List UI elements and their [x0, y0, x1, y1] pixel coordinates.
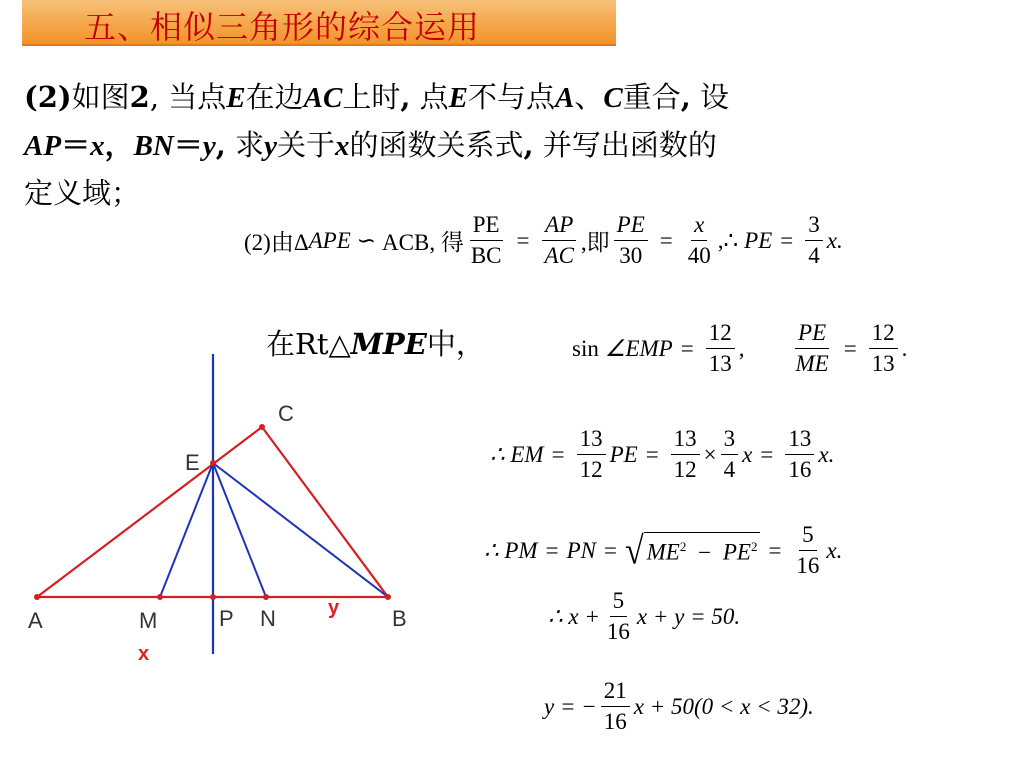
solution-step-5 [548, 586, 740, 647]
label-m: M [139, 608, 158, 633]
step6-lead: y = − [544, 693, 597, 719]
frac-den: 16 [788, 457, 812, 482]
equals-sign: = [659, 227, 673, 253]
equals-sign: = [551, 441, 565, 467]
equals-sign: = [780, 227, 794, 253]
solution-step-3 [490, 424, 834, 485]
fraction-12-13b [869, 318, 898, 379]
frac-den: BC [470, 243, 502, 268]
fraction-ap-ac [542, 210, 577, 271]
problem-text-segment: E [448, 82, 468, 114]
frac-num: 5 [610, 586, 628, 617]
problem-text-segment: AC [303, 82, 343, 114]
problem-text-segment: , 当点 [149, 80, 227, 114]
fraction-pe-me [792, 318, 831, 379]
point-m [157, 594, 163, 600]
sqrt-body [644, 532, 761, 567]
sqrt-sign: √ [624, 529, 644, 573]
problem-text-segment: x [90, 130, 105, 162]
frac-num: 5 [799, 520, 817, 551]
equals-sign: = [760, 441, 774, 467]
point-c [259, 424, 265, 430]
frac-num: 12 [869, 318, 898, 349]
fraction-13-12 [577, 424, 606, 485]
problem-text-segment: 求 [225, 128, 265, 162]
step5-lead: ∴ x + [548, 603, 600, 629]
frac-den: 30 [619, 243, 643, 268]
equals-sign: = [645, 441, 659, 467]
problem-text-segment: BN [133, 130, 174, 162]
frac-den: AC [544, 243, 574, 268]
angle-emp: ∠EMP [604, 335, 673, 361]
problem-text-segment: , [400, 80, 411, 114]
problem-line-2 [24, 126, 717, 165]
problem-text-segment: , [523, 128, 534, 162]
rad-b: PE [722, 539, 751, 565]
fraction-13-12b [671, 424, 700, 485]
problem-text-segment: 不与点 [468, 80, 556, 114]
label-x: x [138, 643, 150, 665]
square-root [624, 529, 760, 573]
fraction-3-4 [805, 210, 823, 271]
step2-dot: . [901, 335, 908, 361]
step1-sep: ,即 [580, 230, 610, 255]
frac-den: 16 [603, 709, 627, 734]
label-b: B [392, 606, 407, 631]
frac-num: PE [795, 318, 829, 349]
problem-text-segment: 设 [690, 80, 730, 114]
problem-text-segment: A [555, 82, 575, 114]
problem-line-3: 定义域； [24, 176, 141, 210]
equals-sign: = [603, 537, 617, 563]
mpe-pre: 在Rt△ [266, 327, 351, 361]
minus-sign: − [698, 539, 712, 565]
equals-sign: = [768, 537, 782, 563]
frac-num: 13 [785, 424, 814, 455]
frac-den: 40 [687, 243, 711, 268]
problem-text-segment: 上时 [342, 80, 401, 114]
similar-symbol: ∽ [356, 227, 377, 253]
problem-text-segment: (2) [24, 80, 72, 114]
frac-num: 3 [721, 424, 739, 455]
equals-sign: = [545, 537, 559, 563]
frac-den: 12 [579, 457, 603, 482]
step3-lead: ∴ EM [490, 441, 544, 467]
problem-text-segment: 点 [410, 80, 449, 114]
mpe-bold: MPE [350, 327, 427, 361]
step4-lead: ∴ PM [484, 537, 538, 563]
point-b [385, 594, 391, 600]
problem-text-segment: y [202, 130, 216, 162]
frac-den: 16 [606, 619, 630, 644]
step1-therefore: ,∴ [717, 227, 739, 253]
step1-triangle: APE [308, 227, 351, 253]
problem-text-segment: 并写出函数的 [533, 128, 717, 162]
frac-den: ME [795, 351, 829, 376]
problem-text-segment: x [335, 130, 350, 162]
exp-a: 2 [679, 539, 687, 555]
equals-sign: = [516, 227, 530, 253]
solution-step-6 [544, 676, 814, 737]
frac-num: 21 [601, 676, 630, 707]
problem-text-segment: 重合 [622, 80, 681, 114]
slide-title: 五、相似三角形的综合运用 [84, 8, 481, 46]
frac-num: 13 [577, 424, 606, 455]
fraction-pe-bc [468, 210, 505, 271]
equals-sign: = [680, 335, 694, 361]
step6-tail: x + 50(0 < x < 32). [633, 693, 814, 719]
label-a: A [28, 608, 43, 633]
label-p: P [219, 606, 234, 631]
problem-text-segment: , [215, 128, 226, 162]
step5-mid: x + y = 50. [636, 603, 741, 629]
step3-pe: PE [609, 441, 638, 467]
frac-num: x [691, 210, 707, 241]
side-ac [37, 427, 262, 597]
problem-text-segment: 关于 [276, 128, 335, 162]
solution-step-4 [484, 520, 842, 581]
step1-lead: (2)由Δ [244, 230, 309, 255]
step4-pn: PN [566, 537, 596, 563]
point-p [210, 594, 216, 600]
exp-b: 2 [750, 539, 758, 555]
frac-num: 13 [671, 424, 700, 455]
problem-text-segment: 在边 [245, 80, 304, 114]
fraction-x-40 [685, 210, 714, 271]
mpe-post: 中， [426, 327, 485, 361]
frac-num: PE [614, 210, 648, 241]
step1-tail: x. [826, 227, 843, 253]
label-y: y [328, 597, 340, 619]
fraction-pe-30 [614, 210, 648, 271]
point-a [34, 594, 40, 600]
problem-text-segment: AP [24, 130, 62, 162]
step4-tail: x. [826, 537, 843, 563]
frac-den: 4 [723, 457, 736, 482]
frac-num: 3 [805, 210, 823, 241]
step2-comma: , [738, 335, 745, 361]
point-e [210, 460, 216, 466]
point-n [263, 594, 269, 600]
problem-text-segment: C [603, 82, 623, 114]
rad-a: ME [646, 539, 680, 565]
fraction-5-16b [604, 586, 633, 647]
problem-line-1 [24, 78, 729, 117]
frac-num: PE [470, 210, 503, 241]
label-e: E [185, 450, 200, 475]
problem-text-segment: 如图 [71, 80, 130, 114]
problem-text-segment: ＝ [173, 128, 203, 162]
step1-rest: ACB, 得 [382, 230, 464, 255]
frac-den: 13 [871, 351, 895, 376]
problem-text-segment: ＝ [61, 128, 91, 162]
frac-num: 12 [706, 318, 735, 349]
fraction-12-13 [706, 318, 735, 379]
times-sign: × [703, 441, 717, 467]
problem-text-segment: 2 [129, 80, 150, 114]
sin-label: sin [572, 335, 599, 361]
solution-step-2 [572, 318, 907, 379]
problem-text-segment: y [264, 130, 277, 162]
problem-text-segment: , [680, 80, 691, 114]
problem-text-segment: 、 [574, 80, 604, 114]
step1-pe: PE [744, 227, 773, 253]
problem-text-segment: 的函数关系式 [349, 128, 524, 162]
problem-text-segment: E [226, 82, 246, 114]
fraction-5-16 [793, 520, 822, 581]
frac-den: 4 [808, 243, 820, 268]
problem-text-segment: ， [104, 128, 134, 162]
fraction-3-4b [721, 424, 739, 485]
side-cb [262, 427, 388, 597]
frac-den: 12 [673, 457, 697, 482]
fraction-21-16 [601, 676, 630, 737]
step3-x: x [742, 441, 753, 467]
step3-tail: x. [818, 441, 835, 467]
geometry-figure [0, 340, 440, 670]
frac-den: 16 [796, 553, 820, 578]
fraction-13-16 [785, 424, 814, 485]
frac-den: 13 [708, 351, 732, 376]
label-c: C [278, 401, 294, 426]
solution-step-1 [244, 210, 843, 271]
frac-num: AP [542, 210, 576, 241]
label-n: N [260, 606, 276, 631]
equals-sign: = [843, 335, 857, 361]
